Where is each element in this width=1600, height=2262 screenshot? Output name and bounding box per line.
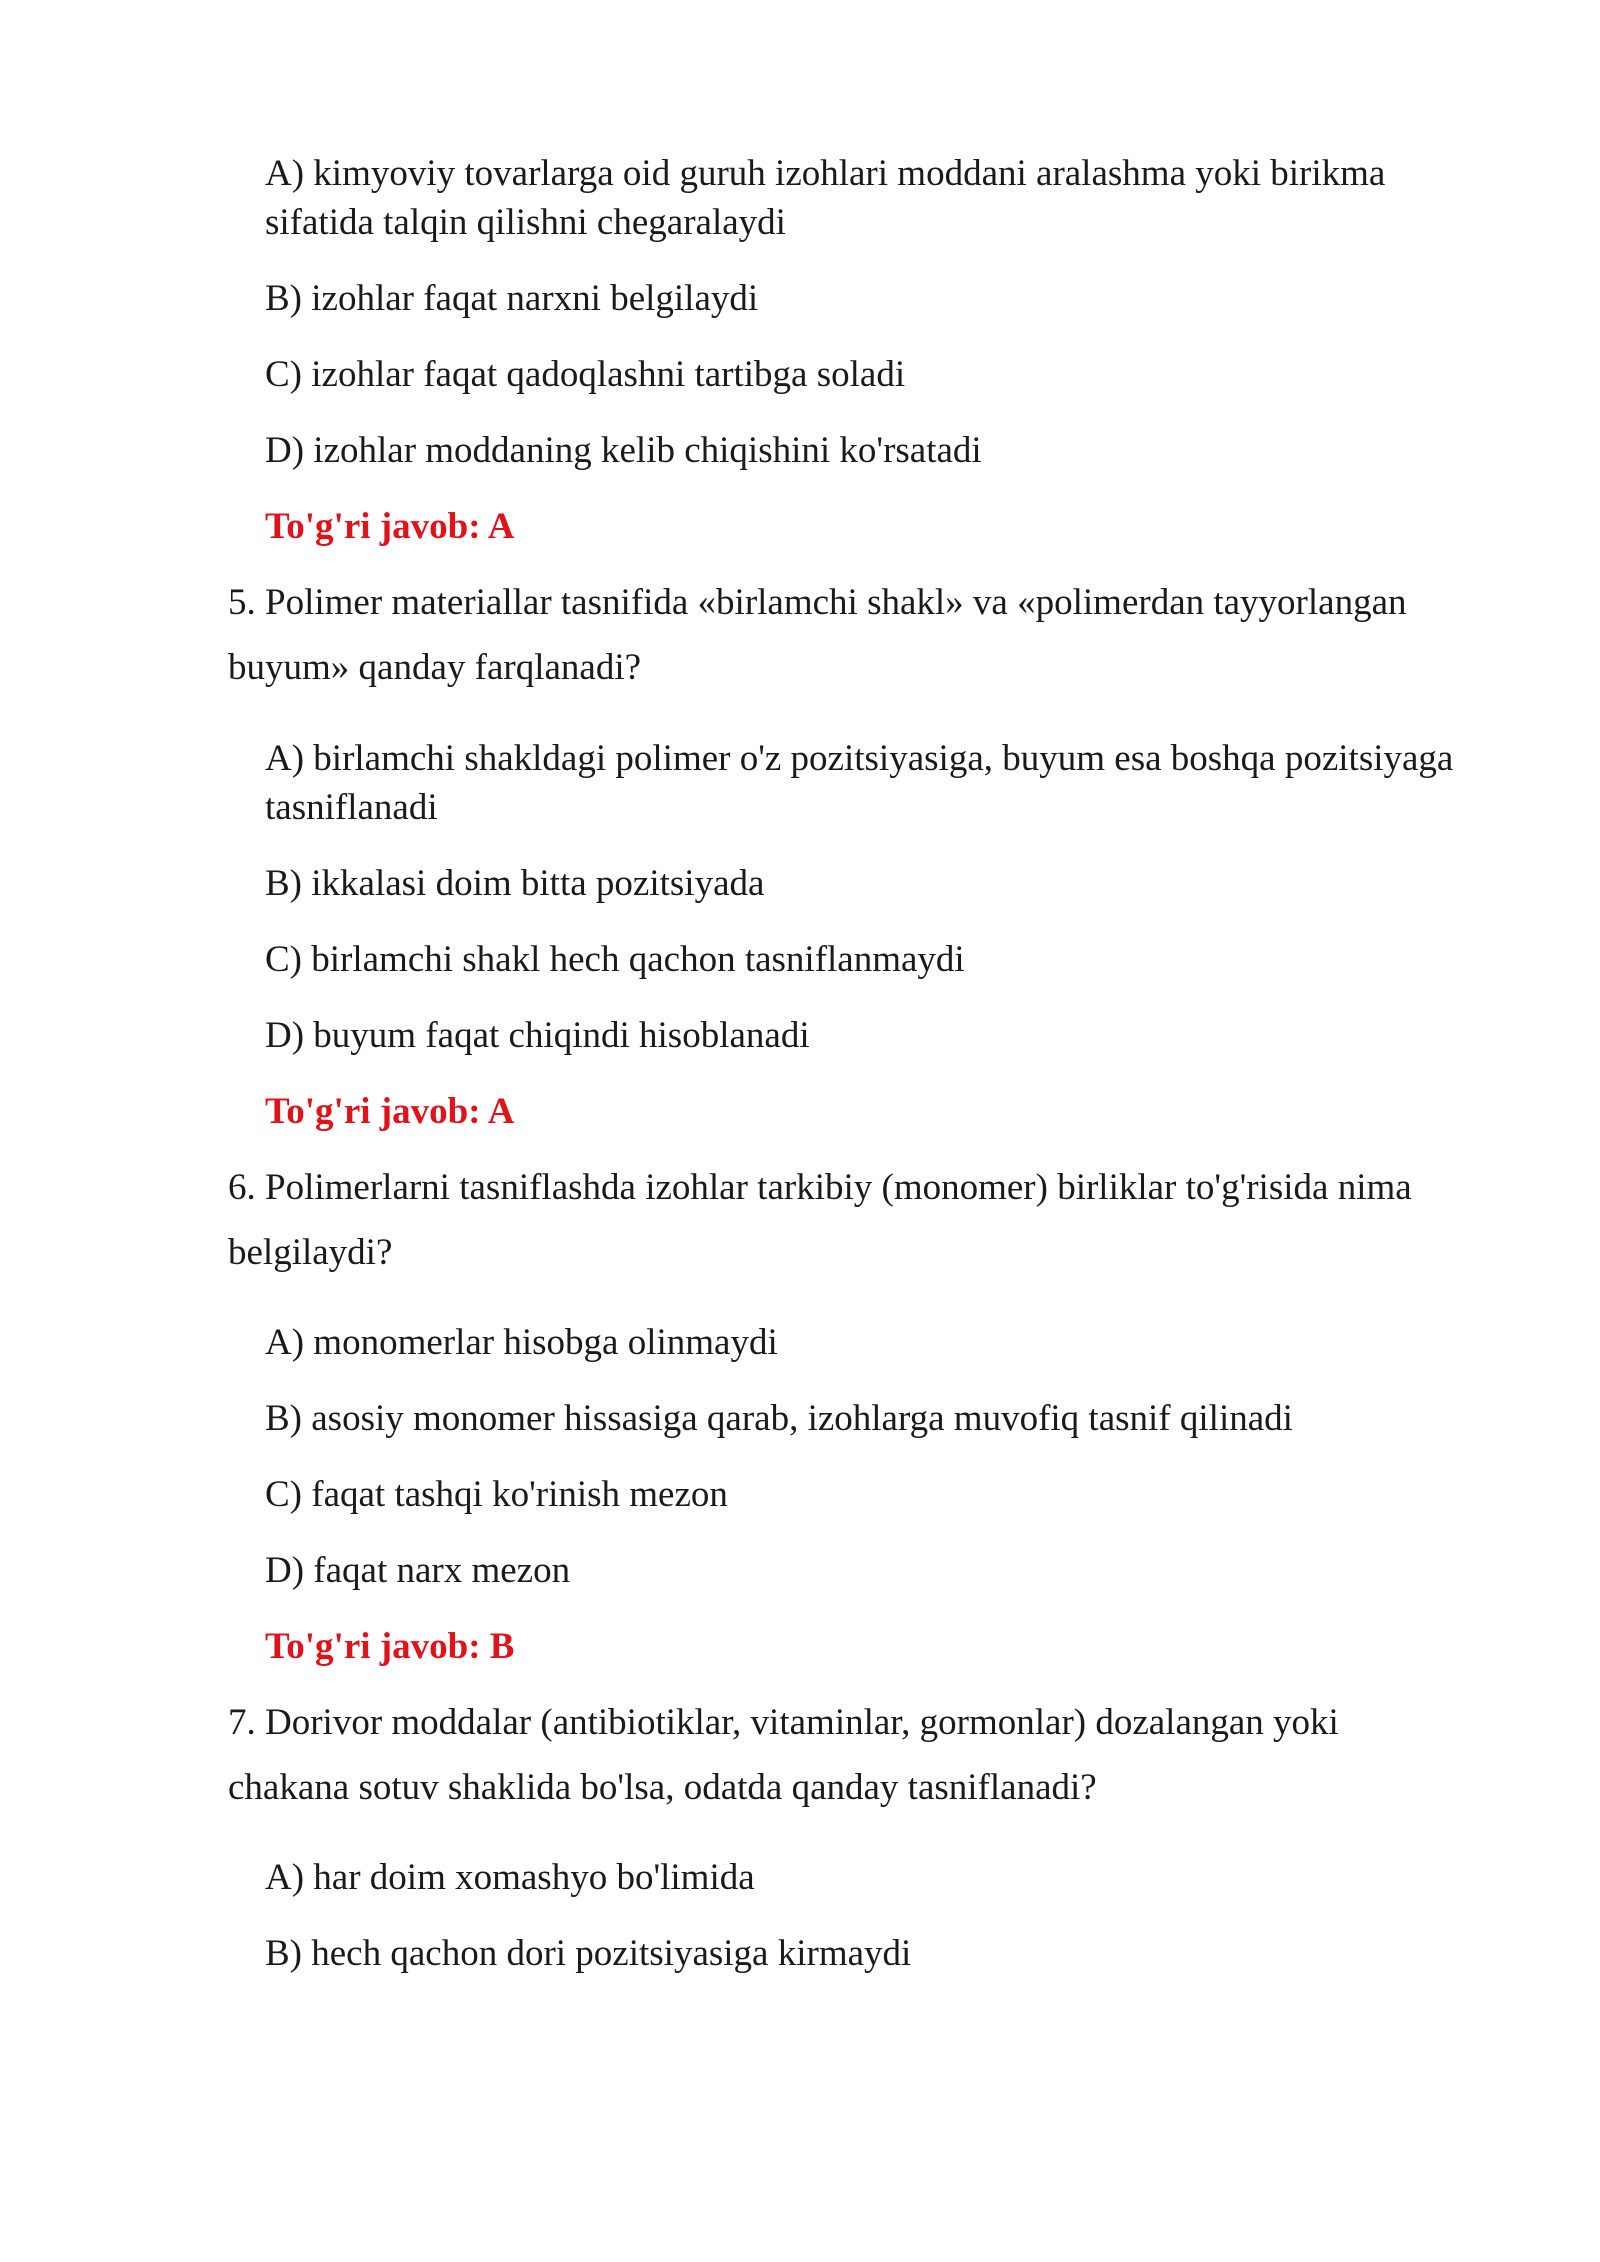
q5-correct-answer: To'g'ri javob: A (265, 1091, 515, 1132)
q6-question-line1: 6. Polimerlarni tasniflashda izohlar tarkibiy (monomer) birliklar to'g'risida nima (228, 1167, 1412, 1208)
q4-option-a-line2: sifatida talqin qilishni chegaralaydi (265, 202, 786, 243)
q7-option-b: B) hech qachon dori pozitsiyasiga kirmaydi (265, 1933, 912, 1974)
q5-option-d: D) buyum faqat chiqindi hisoblanadi (265, 1015, 810, 1056)
q7-option-a: A) har doim xomashyo bo'limida (265, 1857, 755, 1898)
q5-option-b: B) ikkalasi doim bitta pozitsiyada (265, 863, 765, 904)
q6-option-d: D) faqat narx mezon (265, 1550, 571, 1591)
q4-correct-answer: To'g'ri javob: A (265, 506, 515, 547)
q4-option-d: D) izohlar moddaning kelib chiqishini ko'rsatadi (265, 430, 982, 471)
q5-option-a-line1: A) birlamchi shakldagi polimer o'z pozitsiyasiga, buyum esa boshqa pozitsiyaga (265, 738, 1454, 779)
q6-option-b: B) asosiy monomer hissasiga qarab, izohlarga muvofiq tasnif qilinadi (265, 1398, 1293, 1439)
q5-option-c: C) birlamchi shakl hech qachon tasniflanmaydi (265, 939, 965, 980)
q4-option-b: B) izohlar faqat narxni belgilaydi (265, 278, 759, 319)
q6-option-a: A) monomerlar hisobga olinmaydi (265, 1322, 778, 1363)
q4-option-a-line1: A) kimyoviy tovarlarga oid guruh izohlari moddani aralashma yoki birikma (265, 153, 1386, 194)
q7-question-line1: 7. Dorivor moddalar (antibiotiklar, vitaminlar, gormonlar) dozalangan yoki (228, 1702, 1339, 1743)
q5-question-line2: buyum» qanday farqlanadi? (228, 647, 642, 688)
q6-correct-answer: To'g'ri javob: B (265, 1626, 515, 1667)
q7-question-line2: chakana sotuv shaklida bo'lsa, odatda qanday tasniflanadi? (228, 1767, 1097, 1808)
q5-question-line1: 5. Polimer materiallar tasnifida «birlamchi shakl» va «polimerdan tayyorlangan (228, 582, 1407, 623)
q4-option-c: C) izohlar faqat qadoqlashni tartibga soladi (265, 354, 906, 395)
q5-option-a-line2: tasniflanadi (265, 787, 438, 828)
q6-option-c: C) faqat tashqi ko'rinish mezon (265, 1474, 728, 1515)
q6-question-line2: belgilaydi? (228, 1232, 393, 1273)
